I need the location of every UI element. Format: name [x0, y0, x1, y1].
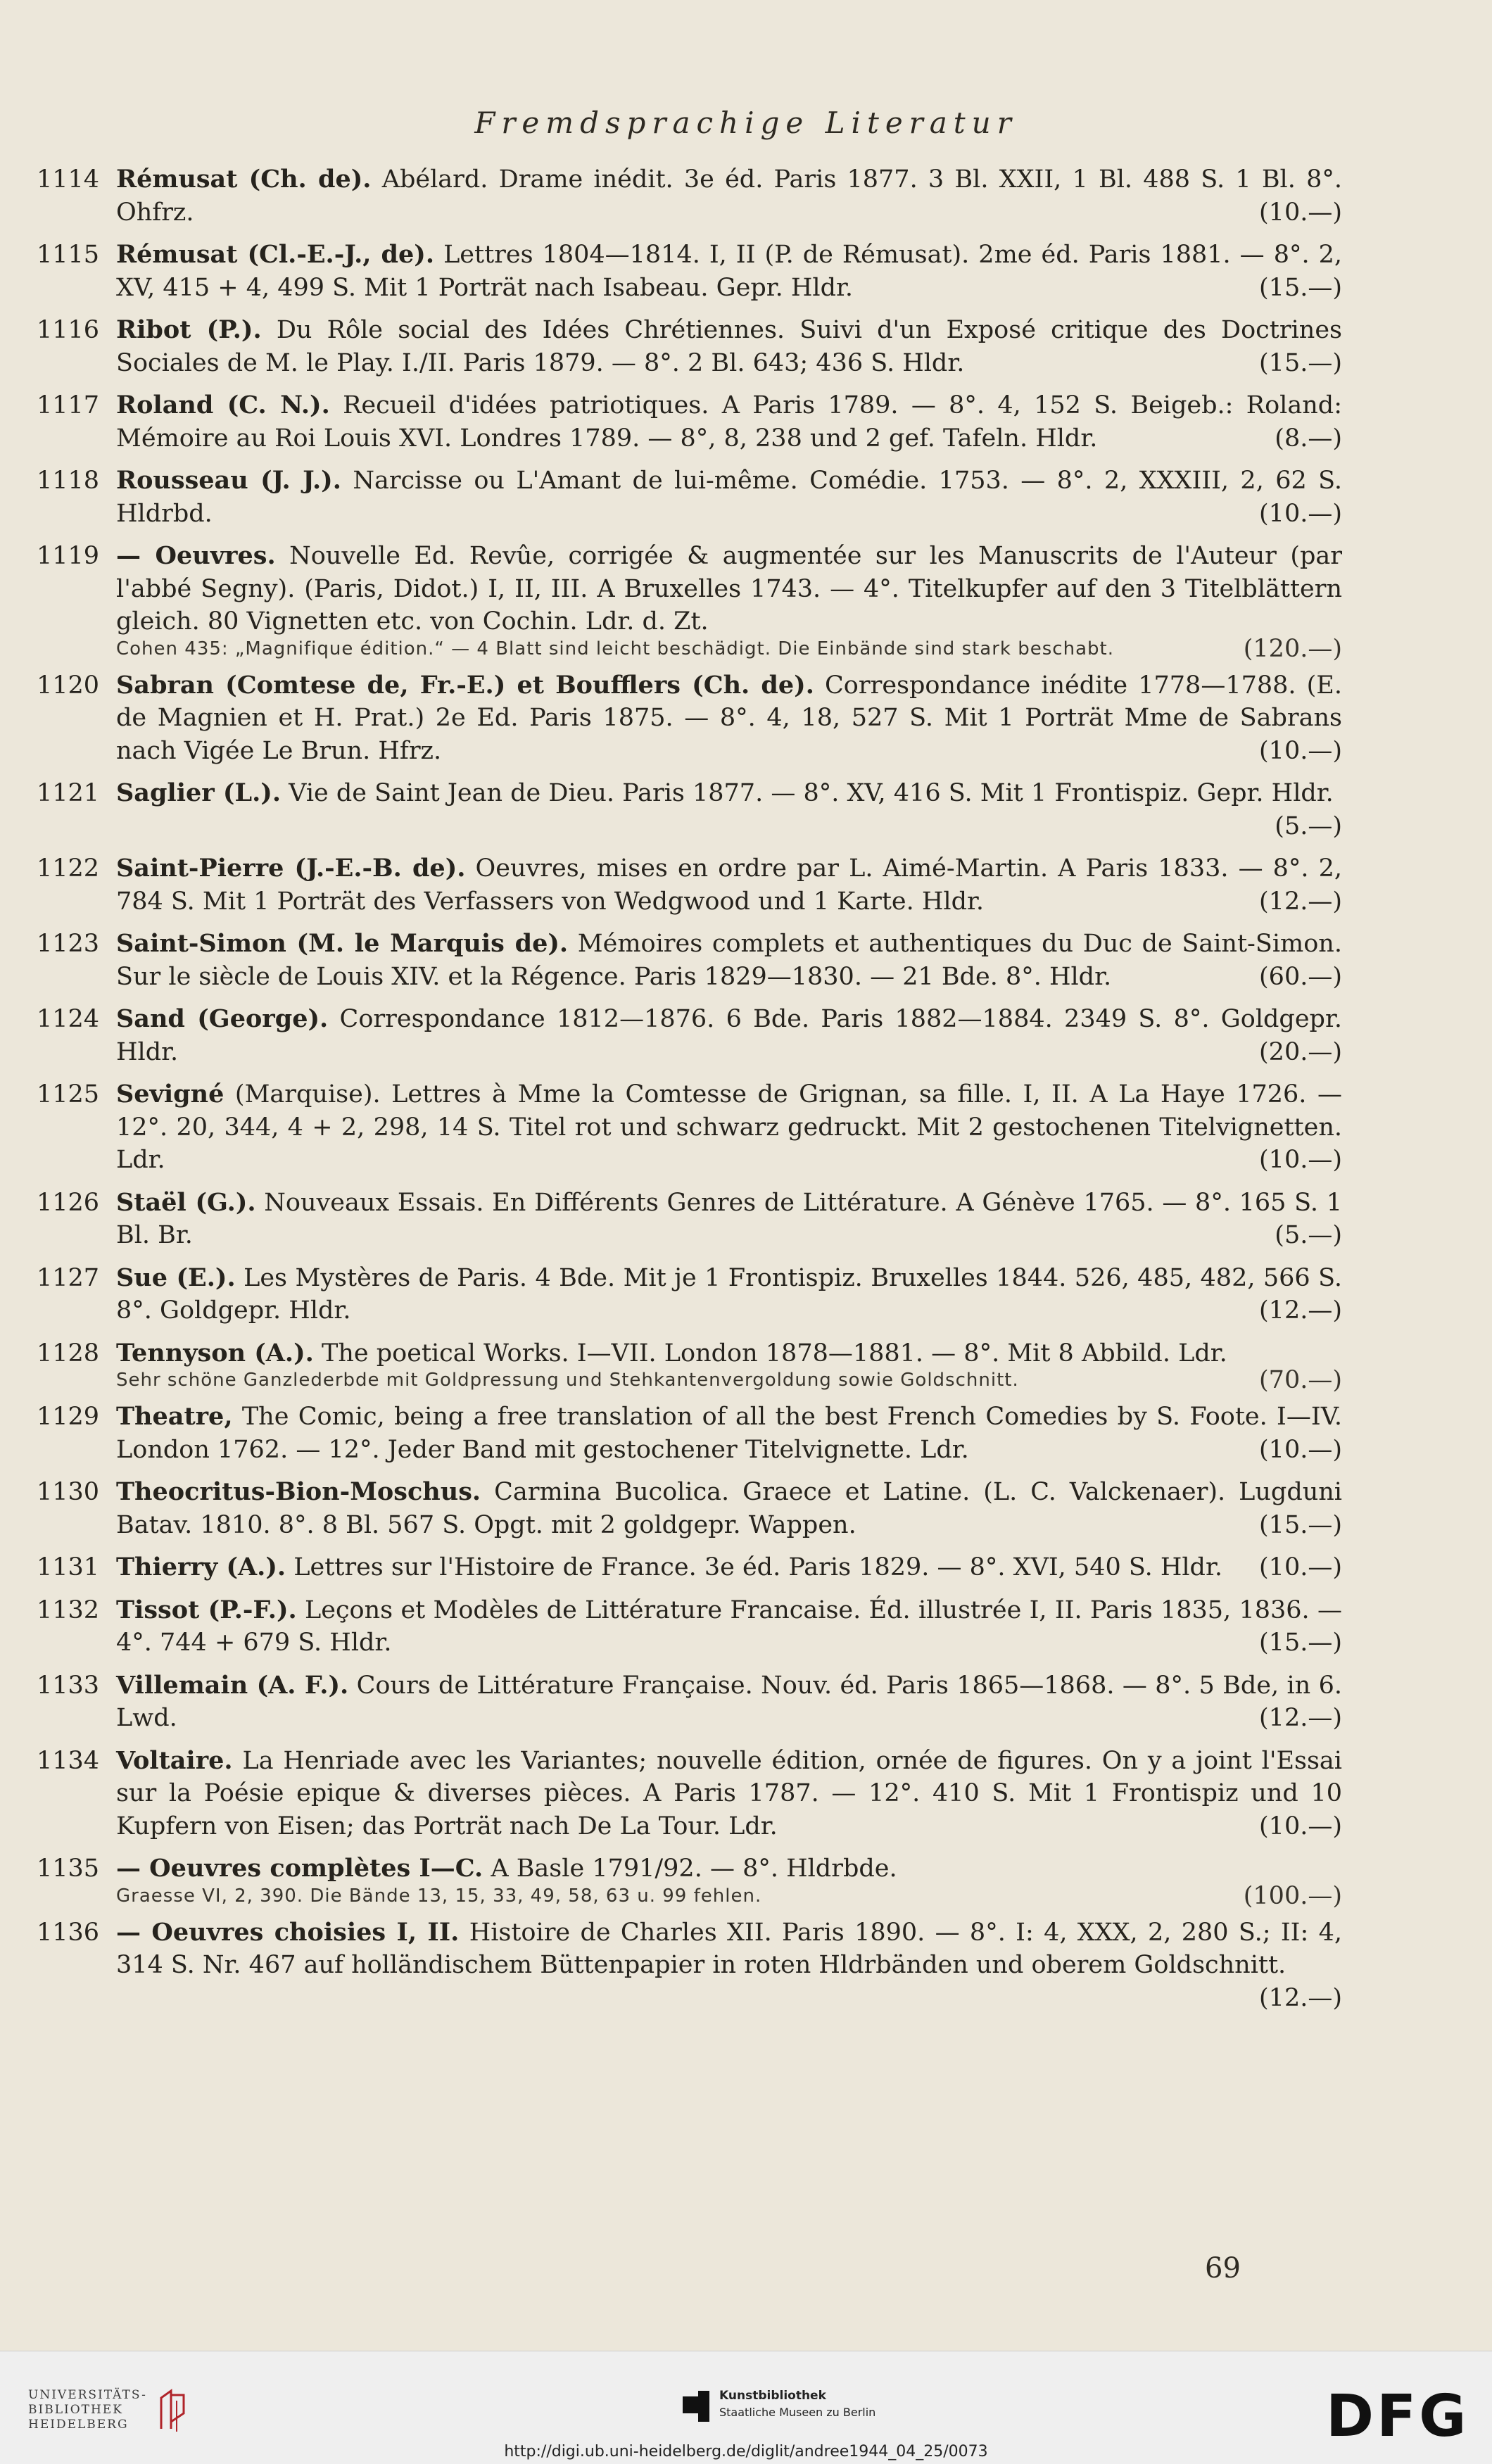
entry-number: 1125 [37, 1080, 100, 1108]
entry-body [116, 1669, 1342, 1735]
entry-price: (60.—) [1259, 962, 1342, 991]
catalog-entry [37, 314, 1342, 379]
entry-description: Vie de Saint Jean de Dieu. Paris 1877. — 8°. XV, 416 S. Mit 1 Frontispiz. Gepr. Hldr. [289, 779, 1334, 807]
entry-author: Staël (G.). [116, 1187, 256, 1217]
dfg-logo[interactable]: DFG [1326, 2383, 1469, 2450]
entry-body [116, 1078, 1342, 1177]
catalog-entry [37, 928, 1342, 993]
entry-price: (10.—) [1259, 736, 1342, 765]
entry-author: Tissot (P.-F.). [116, 1595, 297, 1624]
entry-number: 1119 [37, 542, 100, 570]
entry-number: 1126 [37, 1188, 100, 1217]
catalog-entry [37, 389, 1342, 455]
catalog-entry [37, 1551, 1342, 1584]
entry-description: Carmina Bucolica. Graece et Latine. (L. C. Valckenaer). Lugduni Batav. 1810. 8°. 8 Bl. 567 S. Opgt. mit 2 goldgepr. Wappen. [116, 1478, 1342, 1539]
entry-number: 1131 [37, 1553, 100, 1581]
entry-number: 1132 [37, 1596, 100, 1624]
kunstbibliothek-title: Kunstbibliothek [719, 2389, 826, 2403]
entry-number: 1133 [37, 1671, 100, 1700]
entry-body [116, 1401, 1342, 1466]
entry-author: Rémusat (Ch. de). [116, 165, 372, 194]
entry-body [116, 1551, 1342, 1584]
entry-list [37, 163, 1342, 2024]
entry-author: Sue (E.). [116, 1263, 236, 1292]
entry-number: 1135 [37, 1855, 100, 1883]
catalog-entry [37, 163, 1342, 229]
entry-body [116, 314, 1342, 379]
entry-body [116, 1594, 1342, 1660]
entry-author: Voltaire. [116, 1745, 233, 1775]
entry-author: Theatre, [116, 1402, 233, 1431]
entry-description: Leçons et Modèles de Littérature Francaise. Éd. illustrée I, II. Paris 1835, 1836. — 4°. 744 + 679 S. Hldr. [116, 1596, 1342, 1657]
entry-description: (Marquise). Lettres à Mme la Comtesse de Grignan, sa fille. I, II. A La Haye 1726. — 12°. 20, 344, 4 + 2, 298, 14 S. Titel rot und schwarz gedruckt. Mit 2 gestochenen Titelvignetten. Ldr. [116, 1080, 1342, 1174]
entry-description: Correspondance inédite 1778—1788. (E. de Magnien et H. Prat.) 2e Ed. Paris 1875. — 8°. 4, 18, 527 S. Mit 1 Porträt Mme de Sabrans nach Vigée Le Brun. Hfrz. [116, 671, 1342, 765]
catalog-entry [37, 1078, 1342, 1177]
entry-price: (12.—) [1259, 1704, 1342, 1732]
entry-description: Oeuvres, mises en ordre par L. Aimé-Martin. A Paris 1833. — 8°. 2, 784 S. Mit 1 Porträt des Verfassers von Wedgwood und 1 Karte. Hldr. [116, 854, 1342, 916]
entry-author: Sevigné [116, 1080, 225, 1108]
entry-author: Tennyson (A.). [116, 1338, 314, 1367]
entry-number: 1117 [37, 391, 100, 419]
entry-body [116, 928, 1342, 993]
catalog-entry [37, 1669, 1342, 1735]
entry-price: (15.—) [1259, 348, 1342, 377]
entry-body [116, 465, 1342, 530]
entry-author: — Oeuvres complètes I—C. [116, 1854, 483, 1883]
entry-description: Correspondance 1812—1876. 6 Bde. Paris 1882—1884. 2349 S. 8°. Goldgepr. Hldr. [116, 1005, 1342, 1066]
kunstbibliothek-logo[interactable] [683, 2387, 875, 2422]
entry-description: Narcisse ou L'Amant de lui-même. Comédie. 1753. — 8°. 2, XXXIII, 2, 62 S. Hldrbd. [116, 467, 1342, 528]
kunstbibliothek-subtitle: Staatliche Museen zu Berlin [719, 2406, 876, 2419]
entry-author: Villemain (A. F.). [116, 1670, 349, 1700]
entry-note-text: Sehr schöne Ganzlederbde mit Goldpressung und Stehkantenvergoldung sowie Goldschnitt. [116, 1370, 1019, 1391]
entry-number: 1123 [37, 930, 100, 958]
entry-number: 1118 [37, 467, 100, 495]
entry-author: Thierry (A.). [116, 1553, 286, 1581]
entry-number: 1130 [37, 1478, 100, 1506]
entry-description: The poetical Works. I—VII. London 1878—1881. — 8°. Mit 8 Abbild. Ldr. [322, 1339, 1227, 1367]
entry-price: (10.—) [1259, 198, 1342, 227]
catalog-entry [37, 1337, 1342, 1394]
entry-number: 1128 [37, 1339, 100, 1367]
entry-price: (12.—) [1259, 887, 1342, 916]
entry-author: Ribot (P.). [116, 315, 262, 344]
catalog-entry [37, 1003, 1342, 1068]
entry-description: The Comic, being a free translation of all the best French Comedies by S. Foote. I—IV. London 1762. — 12°. Jeder Band mit gestochener Titelvignette. Ldr. [116, 1403, 1342, 1464]
catalog-entry [37, 777, 1342, 842]
entry-body [116, 540, 1342, 663]
entry-number: 1134 [37, 1746, 100, 1775]
catalog-entry [37, 465, 1342, 530]
entry-note [116, 1366, 1342, 1394]
entry-price: (15.—) [1259, 1629, 1342, 1657]
entry-number: 1116 [37, 316, 100, 344]
entry-number: 1122 [37, 854, 100, 883]
running-title: Fremdsprachige Literatur [474, 106, 1018, 140]
kunstbibliothek-icon [683, 2391, 709, 2422]
entry-description: A Basle 1791/92. — 8°. Hldrbde. [491, 1855, 897, 1883]
entry-author: Sand (George). [116, 1004, 329, 1033]
entry-body [116, 239, 1342, 304]
entry-body [116, 1916, 1342, 2015]
entry-description: Nouveaux Essais. En Différents Genres de Littérature. A Génève 1765. — 8°. 165 S. 1 Bl. Br. [116, 1188, 1342, 1249]
entry-number: 1115 [37, 241, 100, 269]
entry-price: (10.—) [1259, 1146, 1342, 1174]
entry-author: — Oeuvres choisies I, II. [116, 1917, 460, 1947]
entry-price: (100.—) [1243, 1881, 1342, 1910]
entry-price: (120.—) [1243, 634, 1342, 663]
viewer-footer [0, 2351, 1492, 2464]
entry-number: 1114 [37, 165, 100, 194]
entry-description: La Henriade avec les Variantes; nouvelle édition, ornée de figures. On y a joint l'Essai sur la Poésie epique & diverses pièces. A Paris 1787. — 12°. 410 S. Mit 1 Frontispiz und 10 Kupfern von Eisen; das Porträt nach De La Tour. Ldr. [116, 1746, 1342, 1840]
entry-price: (15.—) [1259, 1510, 1342, 1539]
entry-description: Mémoires complets et authentiques du Duc de Saint-Simon. Sur le siècle de Louis XIV. et la Régence. Paris 1829—1830. — 21 Bde. 8°. Hldr. [116, 930, 1342, 991]
entry-author: Rousseau (J. J.). [116, 466, 341, 495]
entry-note [116, 634, 1342, 663]
university-seal-icon [156, 2385, 198, 2434]
entry-number: 1121 [37, 779, 100, 807]
entry-price: (20.—) [1259, 1037, 1342, 1066]
entry-description: Du Rôle social des Idées Chrétiennes. Suivi d'un Exposé critique des Doctrines Sociales de M. le Play. I./II. Paris 1879. — 8°. 2 Bl. 643; 436 S. Hldr. [116, 316, 1342, 377]
entry-description: Lettres 1804—1814. I, II (P. de Rémusat). 2me éd. Paris 1881. — 8°. 2, XV, 415 + 4, 499 S. Mit 1 Porträt nach Isabeau. Gepr. Hldr. [116, 241, 1342, 302]
entry-price: (12.—) [1259, 1983, 1342, 2012]
entry-price: (10.—) [1259, 1553, 1342, 1581]
entry-body [116, 1187, 1342, 1252]
catalog-entry [37, 1594, 1342, 1660]
catalog-entry [37, 1401, 1342, 1466]
entry-author: Theocritus-Bion-Moschus. [116, 1477, 481, 1506]
catalog-entry [37, 239, 1342, 304]
entry-body [116, 1262, 1342, 1327]
entry-author: Saglier (L.). [116, 778, 282, 807]
entry-number: 1136 [37, 1918, 100, 1947]
entry-price: (5.—) [1275, 1221, 1342, 1249]
entry-description: Lettres sur l'Histoire de France. 3e éd. Paris 1829. — 8°. XVI, 540 S. Hldr. [293, 1553, 1222, 1581]
catalog-entry [37, 540, 1342, 663]
entry-body [116, 1476, 1342, 1541]
catalog-entry [37, 1745, 1342, 1843]
catalog-entry [37, 669, 1342, 768]
catalog-entry [37, 1187, 1342, 1252]
catalog-entry [37, 1262, 1342, 1327]
catalog-entry [37, 1852, 1342, 1910]
entry-body [116, 1745, 1342, 1843]
entry-description: Abélard. Drame inédit. 3e éd. Paris 1877. 3 Bl. XXII, 1 Bl. 488 S. 1 Bl. 8°. Ohfrz. [116, 165, 1342, 227]
source-url[interactable]: http://digi.ub.uni-heidelberg.de/diglit/andree1944_04_25/0073 [504, 2443, 988, 2460]
entry-note-text: Graesse VI, 2, 390. Die Bände 13, 15, 33, 49, 58, 63 u. 99 fehlen. [116, 1885, 762, 1907]
entry-description: Cours de Littérature Française. Nouv. éd. Paris 1865—1868. — 8°. 5 Bde, in 6. Lwd. [116, 1671, 1342, 1732]
university-library-name: UNIVERSITÄTS- BIBLIOTHEK HEIDELBERG [28, 2387, 147, 2432]
entry-price: (15.—) [1259, 273, 1342, 302]
entry-description: Les Mystères de Paris. 4 Bde. Mit je 1 Frontispiz. Bruxelles 1844. 526, 485, 482, 566 S. 8°. Goldgepr. Hldr. [116, 1263, 1342, 1325]
entry-author: Saint-Simon (M. le Marquis de). [116, 929, 569, 958]
entry-number: 1124 [37, 1005, 100, 1033]
entry-note [116, 1881, 1342, 1910]
entry-description: Nouvelle Ed. Revûe, corrigée & augmentée sur les Manuscrits de l'Auteur (par l'abbé Segny). (Paris, Didot.) I, II, III. A Bruxelles 1743. — 4°. Titelkupfer auf den 3 Titelblättern gleich. 80 Vignetten etc. von Cochin. Ldr. d. Zt. [116, 542, 1342, 636]
entry-number: 1127 [37, 1263, 100, 1292]
entry-body [116, 1003, 1342, 1068]
entry-body [116, 163, 1342, 229]
catalog-entry [37, 1476, 1342, 1541]
catalog-entry [37, 852, 1342, 918]
university-library-logo[interactable] [28, 2385, 198, 2434]
entry-body [116, 389, 1342, 455]
entry-author: Sabran (Comtese de, Fr.-E.) et Boufflers (Ch. de). [116, 670, 814, 700]
entry-body [116, 777, 1342, 842]
entry-price: (10.—) [1259, 1435, 1342, 1464]
entry-price: (8.—) [1275, 424, 1342, 453]
catalog-entry [37, 1916, 1342, 2015]
entry-number: 1129 [37, 1403, 100, 1431]
entry-price: (10.—) [1259, 1812, 1342, 1840]
entry-price: (70.—) [1259, 1366, 1342, 1394]
entry-price: (5.—) [1275, 811, 1342, 840]
entry-author: Saint-Pierre (J.-E.-B. de). [116, 854, 466, 883]
page-number: 69 [1205, 2252, 1241, 2285]
entry-price: (10.—) [1259, 499, 1342, 528]
entry-body [116, 1337, 1342, 1394]
entry-note-text: Cohen 435: „Magnifique édition.“ — 4 Blatt sind leicht beschädigt. Die Einbände sind stark beschabt. [116, 638, 1114, 659]
entry-number: 1120 [37, 671, 100, 700]
entry-body [116, 852, 1342, 918]
entry-price: (12.—) [1259, 1296, 1342, 1325]
entry-author: Roland (C. N.). [116, 391, 330, 419]
entry-body [116, 669, 1342, 768]
entry-author: — Oeuvres. [116, 541, 276, 570]
entry-description: Recueil d'idées patriotiques. A Paris 1789. — 8°. 4, 152 S. Beigeb.: Roland: Mémoire au Roi Louis XVI. Londres 1789. — 8°, 8, 238 und 2 gef. Tafeln. Hldr. [116, 391, 1342, 453]
entry-author: Rémusat (Cl.-E.-J., de). [116, 240, 435, 269]
entry-body [116, 1852, 1342, 1910]
entry-description: Histoire de Charles XII. Paris 1890. — 8°. I: 4, XXX, 2, 280 S.; II: 4, 314 S. Nr. 467 auf holländischem Büttenpapier in roten Hldrbänden und oberem Goldschnitt. [116, 1918, 1342, 1979]
